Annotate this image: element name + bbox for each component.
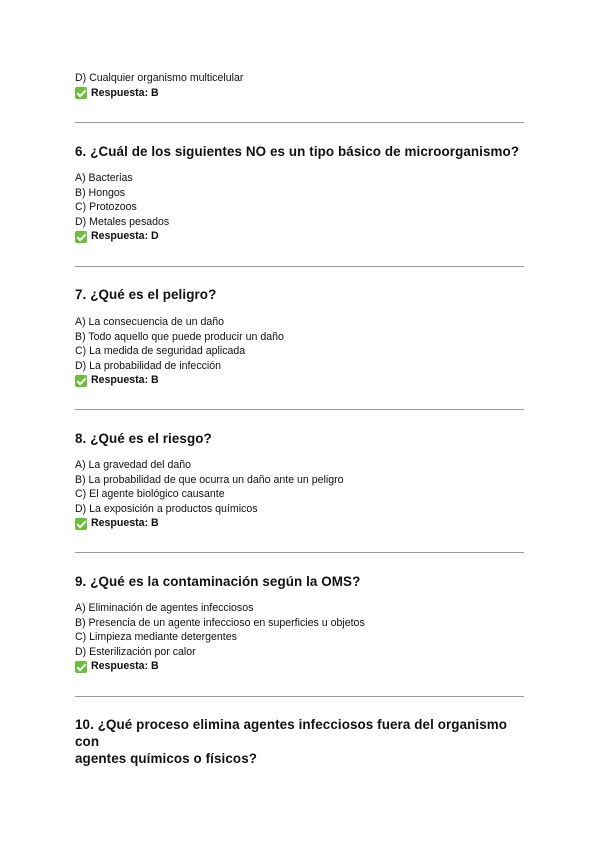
option-d: D) Esterilización por calor — [75, 645, 196, 658]
answer-line — [75, 659, 525, 674]
option-d: D) La probabilidad de infección — [75, 359, 222, 372]
option-a: A) Bacterias — [75, 172, 133, 184]
question-10-title-line-2: agentes químicos o físicos? — [75, 751, 258, 766]
check-mark-icon — [75, 661, 87, 673]
option-a: A) La consecuencia de un daño — [75, 316, 225, 328]
question-8-title: 8. ¿Qué es el riesgo? — [75, 431, 212, 446]
option-b: B) Todo aquello que puede producir un daño — [75, 330, 284, 343]
check-mark-icon — [75, 87, 87, 99]
divider — [75, 696, 524, 697]
option-c: C) Limpieza mediante detergentes — [75, 631, 237, 644]
answer-line — [75, 373, 525, 388]
option-c: C) La medida de seguridad aplicada — [75, 345, 246, 358]
option-b: B) Hongos — [75, 186, 126, 199]
question-9-title: 9. ¿Qué es la contaminación según la OMS? — [75, 574, 361, 589]
option-b: B) Presencia de un agente infeccioso en superficies u objetos — [75, 616, 365, 629]
option-b: B) La probabilidad de que ocurra un daño ante un peligro — [75, 473, 344, 486]
option-c: C) Protozoos — [75, 201, 137, 214]
question-6-options — [75, 171, 525, 244]
answer-line — [75, 86, 525, 101]
divider — [75, 266, 524, 267]
option-d: D) La exposición a productos químicos — [75, 502, 258, 515]
answer-text: Respuesta: B — [91, 86, 159, 99]
option-a: A) Eliminación de agentes infecciosos — [75, 602, 254, 614]
answer-text: Respuesta: B — [91, 517, 159, 530]
check-mark-icon — [75, 375, 87, 387]
question-7-options — [75, 315, 525, 388]
question-9-options — [75, 601, 525, 674]
check-mark-icon — [75, 518, 87, 530]
divider — [75, 552, 524, 553]
question-5-tail — [75, 71, 525, 100]
question-6-title: 6. ¿Cuál de los siguientes NO es un tipo básico de microorganismo? — [75, 144, 520, 159]
option-d: D) Metales pesados — [75, 215, 170, 228]
answer-line — [75, 229, 525, 244]
check-mark-icon — [75, 231, 87, 243]
question-7-title: 7. ¿Qué es el peligro? — [75, 287, 217, 302]
answer-text: Respuesta: B — [91, 660, 159, 673]
question-8-options — [75, 458, 525, 531]
option-c: C) El agente biológico causante — [75, 488, 225, 501]
divider — [75, 409, 524, 410]
option-a: A) La gravedad del daño — [75, 459, 192, 471]
answer-text: Respuesta: D — [91, 230, 159, 243]
question-10-title — [75, 716, 525, 767]
answer-line — [75, 516, 525, 531]
option-d: D) Cualquier organismo multicelular — [75, 72, 244, 84]
answer-text: Respuesta: B — [91, 374, 159, 387]
question-10-title-line-1: 10. ¿Qué proceso elimina agentes infecciosos fuera del organismo con — [75, 717, 508, 749]
divider — [75, 122, 524, 123]
